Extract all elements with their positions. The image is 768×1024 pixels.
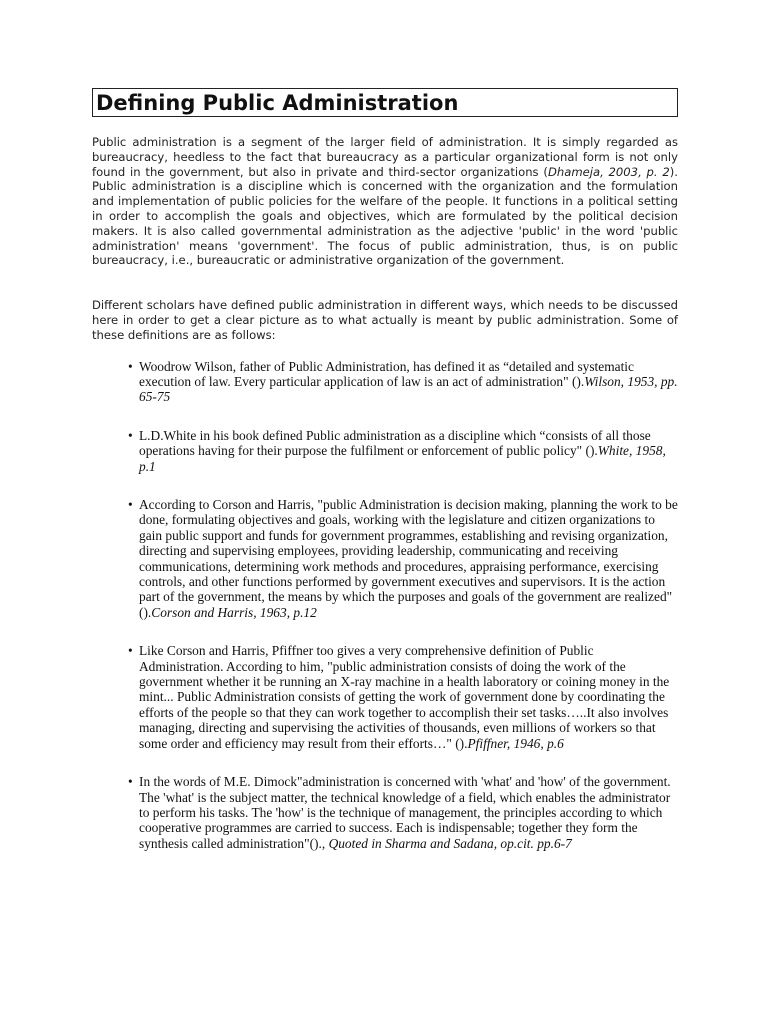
definition-text: Like Corson and Harris, Pfiffner too gives a very comprehensive definition of Public Administration. According to him, "public administration consists of doing the work of the government whether it be running an X-ray machine in a health laboratory or coining money in the mint... Public Administration consists of getting the work of government done by coordinating the efforts of the people so that they can work together to accomplish their set tasks…..It also involves managing, directing and supervising the activities of thousands, even millions of workers so that some order and efficiency may result from their efforts…" (). <box>139 643 670 751</box>
definitions-list <box>92 359 678 852</box>
bullet-icon: • <box>128 358 133 374</box>
definition-text: According to Corson and Harris, "public Administration is decision making, planning the work to be done, formulating objectives and goals, working with the legislature and citizen organizations to gain public support and funds for government programmes, establishing and revising organization, directing and supervising employees, providing leadership, communicating and receiving communications, determining work methods and procedures, appraising performance, exercising controls, and other functions performed by government executives and supervisors. It is the action part of the government, the means by which the purposes and goals of the government are realized"(). <box>139 497 678 620</box>
intro-text-a: Public administration is a segment of the larger field of administration. It is simply regarded as bureaucracy, heedless to the fact that bureaucracy as a particular organizational form is not only found in the government, but also in private and third-sector organizations ( <box>92 135 678 179</box>
definition-citation: Quoted in Sharma and Sadana, op.cit. pp.6-7 <box>328 835 572 851</box>
intro-text-b: ). Public administration is a discipline which is concerned with the organization and the formulation and implementation of public policies for the welfare of the people. It functions in a political setting in order to accomplish the goals and objectives, which are formulated by the political decision makers. It is also called governmental administration as the adjective 'public' in the word 'public administration' means 'government'. The focus of public administration, thus, is on public bureaucracy, i.e., bureaucratic or administrative organization of the government. <box>92 164 678 268</box>
definition-item <box>128 497 678 620</box>
definition-citation: Corson and Harris, 1963, p.12 <box>151 604 317 620</box>
definition-item <box>128 428 678 474</box>
bullet-icon: • <box>128 774 133 790</box>
definition-citation: Wilson, 1953, pp. 65-75 <box>139 373 678 405</box>
definition-text: In the words of M.E. Dimock"administration is concerned with 'what' and 'how' of the government. The 'what' is the subject matter, the technical knowledge of a field, which enables the administrator to perform his tasks. The 'how' is the technique of management, the principles according to which cooperative programmes are carried to success. Each is indispensable; together they form the synthesis called administration"()., <box>139 774 671 851</box>
definition-text: Woodrow Wilson, father of Public Administration, has defined it as “detailed and systematic execution of law. Every particular application of law is an act of administration" (). <box>139 358 634 389</box>
scholars-paragraph: Different scholars have defined public administration in different ways, which needs to be discussed here in order to get a clear picture as to what actually is meant by public administration. Some of these definitions are as follows: <box>92 298 678 342</box>
intro-citation: Dhameja, 2003, p. 2 <box>547 164 670 179</box>
definition-item <box>128 643 678 751</box>
bullet-icon: • <box>128 643 133 659</box>
definition-item <box>128 359 678 405</box>
definition-citation: White, 1958, p.1 <box>139 443 666 474</box>
definition-text: L.D.White in his book defined Public administration as a discipline which “consists of all those operations having for their purpose the fulfilment or enforcement of public policy" (). <box>139 427 651 459</box>
bullet-icon: • <box>128 427 133 443</box>
bullet-icon: • <box>128 497 133 512</box>
definition-item <box>128 774 678 851</box>
definition-citation: Pfiffner, 1946, p.6 <box>467 735 564 751</box>
document-page <box>92 88 678 874</box>
title-box <box>92 88 678 117</box>
intro-paragraph <box>92 135 678 268</box>
page-title: Defining Public Administration <box>96 91 459 115</box>
